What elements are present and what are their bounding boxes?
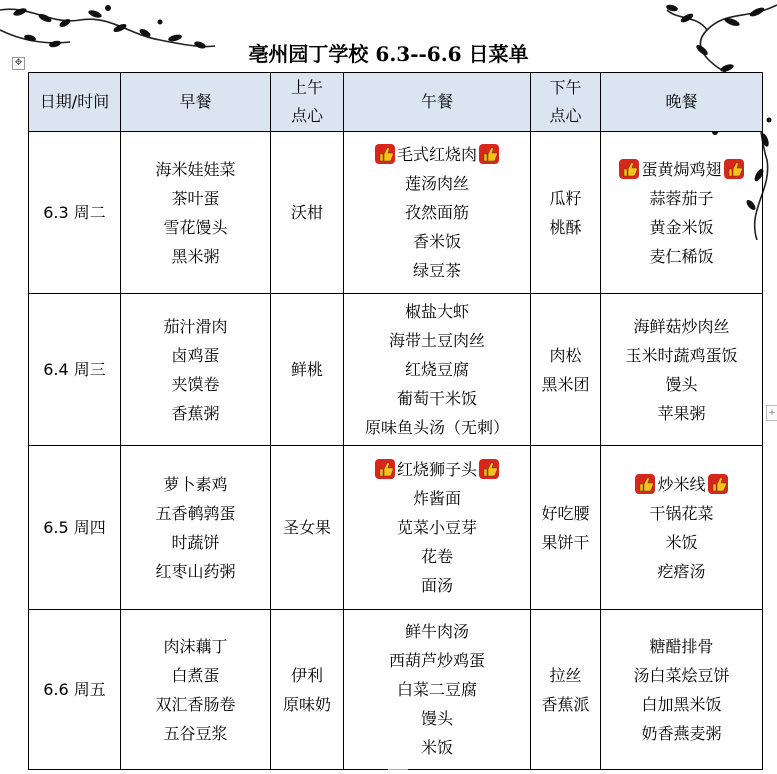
breakfast-cell: [121, 294, 271, 446]
dinner-item: 麦仁稀饭: [649, 246, 714, 266]
dinner-item: 米饭: [665, 532, 698, 552]
breakfast-item: 夹馍卷: [171, 374, 220, 394]
thumbs-up-icon: [707, 473, 729, 495]
pm-snack-cell: [531, 610, 601, 770]
lunch-cell: [344, 132, 531, 294]
dinner-item: 白加黑米饭: [641, 694, 722, 714]
thumbs-up-icon: [723, 158, 745, 180]
thumbs-up-icon: [478, 458, 500, 480]
breakfast-item: 时蔬饼: [171, 532, 220, 552]
lunch-item: 苋菜小豆芽: [396, 518, 477, 537]
header-am-snack: 上午 点心: [271, 73, 344, 132]
lunch-cell: [344, 294, 531, 446]
lunch-cell: [344, 610, 531, 770]
pm_snack-item: 香蕉派: [541, 694, 590, 714]
thumbs-up-icon: [374, 458, 396, 480]
header-dinner: 晚餐: [601, 73, 763, 132]
page-title: 亳州园丁学校 6.3--6.6 日菜单: [248, 42, 529, 66]
pm_snack-item: 肉松: [549, 345, 582, 365]
pm_snack-item: 果饼干: [541, 532, 590, 552]
pm_snack-item: 拉丝: [549, 665, 582, 685]
lunch-item: 面汤: [420, 576, 453, 595]
lunch-item: 红烧豆腐: [404, 360, 469, 379]
dinner-item: 苹果粥: [657, 403, 706, 423]
dinner-cell: [601, 294, 763, 446]
dinner-item: 奶香燕麦粥: [641, 723, 722, 743]
breakfast-cell: [121, 610, 271, 770]
header-breakfast: 早餐: [121, 73, 271, 132]
breakfast-item: 双汇香肠卷: [155, 694, 236, 714]
dinner-item: 玉米时蔬鸡蛋饭: [625, 345, 738, 365]
lunch-item: 葡萄干米饭: [396, 389, 477, 408]
breakfast-item: 五香鹌鹑蛋: [155, 503, 236, 523]
am_snack-item: 原味奶: [282, 694, 331, 714]
pm_snack-item: 好吃腰: [541, 503, 590, 523]
dinner-item: 汤白菜烩豆饼: [633, 665, 730, 685]
dinner-item: 黄金米饭: [649, 217, 714, 237]
table-header-row: [29, 73, 763, 132]
header-lunch: 午餐: [344, 73, 531, 132]
am-snack-cell: [271, 610, 344, 770]
date-cell: 6.6 周五: [29, 610, 121, 770]
lunch-cell: [344, 446, 531, 610]
thumbs-up-icon: [618, 158, 640, 180]
lunch-item: 香米饭: [412, 232, 461, 251]
lunch-item: 椒盐大虾: [404, 302, 469, 321]
thumbs-up-icon: [374, 143, 396, 165]
lunch-item: 海带土豆肉丝: [388, 331, 485, 350]
breakfast-cell: [121, 446, 271, 610]
pm_snack-item: 瓜籽: [549, 188, 582, 208]
table-row: [29, 610, 763, 770]
am_snack-item: 鲜桃: [290, 360, 323, 379]
table-row: [29, 446, 763, 610]
move-handle-icon[interactable]: ✥: [12, 57, 25, 70]
dinner-cell: [601, 446, 763, 610]
lunch-item: 花卷: [420, 547, 453, 566]
lunch-item: 毛式红烧肉: [344, 140, 530, 169]
breakfast-item: 黑米粥: [171, 246, 220, 266]
header-date: 日期/时间: [29, 73, 121, 132]
dinner-item: 疙瘩汤: [657, 561, 706, 581]
header-pm-snack: 下午 点心: [531, 73, 601, 132]
table-row: [29, 132, 763, 294]
breakfast-item: 海米娃娃菜: [155, 159, 236, 179]
am-snack-cell: [271, 294, 344, 446]
dinner-item: 馒头: [665, 374, 698, 394]
am-snack-cell: [271, 446, 344, 610]
date-cell: 6.3 周二: [29, 132, 121, 294]
dinner-item: 糖醋排骨: [649, 636, 714, 656]
lunch-item: 白菜二豆腐: [396, 680, 477, 699]
breakfast-item: 肉沫藕丁: [163, 636, 228, 656]
lunch-item: 米饭: [420, 738, 453, 757]
dinner-cell: [601, 132, 763, 294]
breakfast-item: 茄汁滑肉: [163, 316, 228, 336]
am_snack-item: 圣女果: [282, 518, 331, 537]
breakfast-item: 卤鸡蛋: [171, 345, 220, 365]
breakfast-item: 五谷豆浆: [163, 723, 228, 743]
page-edge-marker[interactable]: +: [766, 405, 777, 421]
am_snack-item: 沃柑: [290, 203, 323, 222]
lunch-item: 莲汤肉丝: [404, 174, 469, 193]
dinner-item: 海鲜菇炒肉丝: [633, 316, 730, 336]
pm-snack-cell: [531, 294, 601, 446]
menu-table: [28, 72, 763, 770]
breakfast-cell: [121, 132, 271, 294]
dinner-item: 蛋黄焗鸡翅: [601, 155, 762, 184]
bottom-divider: [388, 769, 408, 774]
dinner-cell: [601, 610, 763, 770]
menu-body: [29, 132, 763, 770]
lunch-item: 鲜牛肉汤: [404, 622, 469, 641]
lunch-item: 绿豆茶: [412, 261, 461, 280]
dinner-item: 干锅花菜: [649, 503, 714, 523]
pm-snack-cell: [531, 446, 601, 610]
dinner-item: 蒜蓉茄子: [649, 188, 714, 208]
am_snack-item: 伊利: [290, 665, 323, 685]
breakfast-item: 红枣山药粥: [155, 561, 236, 581]
lunch-item: 孜然面筋: [404, 203, 469, 222]
lunch-item: 西葫芦炒鸡蛋: [388, 651, 485, 670]
thumbs-up-icon: [478, 143, 500, 165]
breakfast-item: 茶叶蛋: [171, 188, 220, 208]
date-cell: 6.4 周三: [29, 294, 121, 446]
pm_snack-item: 桃酥: [549, 217, 582, 237]
lunch-item: 馒头: [420, 709, 453, 728]
lunch-item: 原味鱼头汤（无刺）: [364, 418, 509, 437]
dinner-item: 炒米线: [601, 470, 762, 499]
am-snack-cell: [271, 132, 344, 294]
breakfast-item: 萝卜素鸡: [163, 474, 228, 494]
table-row: [29, 294, 763, 446]
thumbs-up-icon: [634, 473, 656, 495]
breakfast-item: 雪花馒头: [163, 217, 228, 237]
lunch-item: 炸酱面: [412, 489, 461, 508]
pm-snack-cell: [531, 132, 601, 294]
breakfast-item: 白煮蛋: [171, 665, 220, 685]
date-cell: 6.5 周四: [29, 446, 121, 610]
pm_snack-item: 黑米团: [541, 374, 590, 394]
lunch-item: 红烧狮子头: [344, 455, 530, 484]
breakfast-item: 香蕉粥: [171, 403, 220, 423]
